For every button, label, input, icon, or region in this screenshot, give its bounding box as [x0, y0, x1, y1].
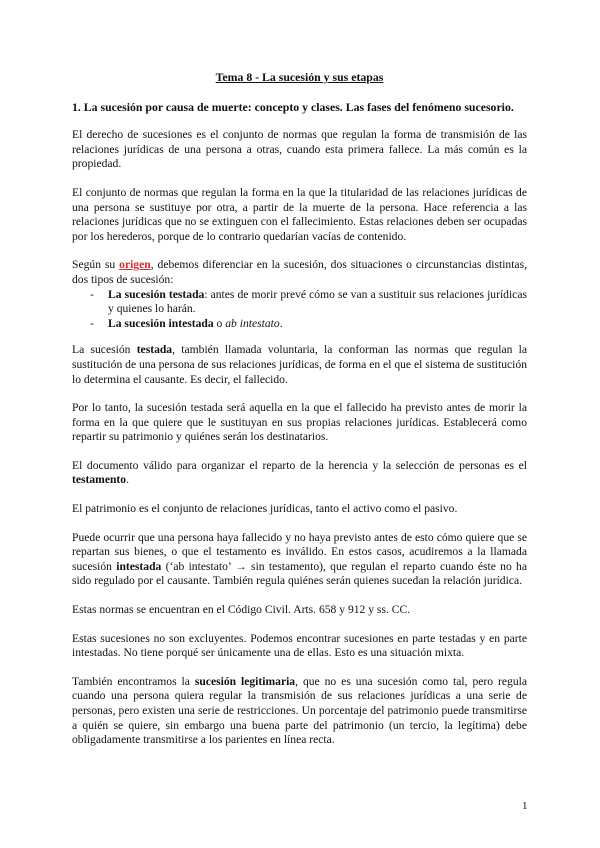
paragraph-document — [72, 459, 527, 488]
succession-types-list — [72, 288, 527, 332]
term-intestada: La sucesión intestada — [108, 316, 214, 330]
text: También encontramos la — [72, 674, 195, 688]
dash: - — [90, 316, 94, 330]
term: testamento — [72, 473, 127, 487]
dash: - — [90, 287, 94, 301]
text: , también llamada voluntaria, la conforman las normas que regulan la sustitución de una persona de sus relaciones jurídicas, de forma en el que el sistema de sustitución lo determina el causante. Es decir, el fallecido. — [72, 343, 528, 386]
paragraph-testada — [72, 343, 527, 387]
text: Según su — [72, 258, 120, 272]
text: . — [279, 316, 283, 330]
paragraph-origin — [72, 258, 527, 287]
paragraph-legitimaria — [72, 675, 527, 748]
document-title: Tema 8 - La sucesión y sus etapas — [215, 70, 384, 84]
text: La sucesión — [72, 343, 137, 357]
section-heading: 1. La sucesión por causa de muerte: concepto y clases. Las fases del fenómeno sucesorio. — [72, 99, 514, 114]
text: (‘ab intestato’ → sin testamento), que regulan el reparto cuando éste no ha sido regulado por el causante. También regula quiénes serán quienes sucedan la relación jurídica. — [72, 559, 527, 588]
page-number: 1 — [522, 800, 528, 812]
list-item — [72, 288, 527, 317]
text: Puede ocurrir que una persona haya fallecido y no haya previsto antes de esto cómo quiere que se repartan sus bienes, o que el testamento es inválido. En estos casos, acudiremos a la llamada sucesión — [72, 530, 527, 573]
paragraph-intestada — [72, 531, 527, 589]
document-page — [72, 70, 527, 762]
paragraph-therefore: Por lo tanto, la sucesión testada será aquella en la que el fallecido ha previsto antes de morir la forma en la que quiere que le sustituyan en sus propias relaciones jurídicas. Establecerá como repartir su patrimonio y quiénes serán los destinatarios. — [72, 401, 527, 444]
paragraph-mixed: Estas sucesiones no son excluyentes. Podemos encontrar sucesiones en parte testadas y en parte intestadas. No tiene porqué ser únicamente una de ellas. Esto es una situación mixta. — [72, 631, 527, 660]
highlight-origen: origen — [119, 258, 151, 272]
term: intestada — [116, 559, 162, 573]
term-ab-intestato: ab intestato — [225, 316, 280, 330]
paragraph-patrimonio: El patrimonio es el conjunto de relaciones jurídicas, tanto el activo como el pasivo. — [72, 502, 458, 516]
paragraph-codigo-civil: Estas normas se encuentran en el Código Civil. Arts. 658 y 912 y ss. CC. — [72, 603, 411, 617]
term: sucesión legitimaria — [194, 674, 296, 688]
text: , debemos diferenciar en la sucesión, dos situaciones o circunstancias distintas, dos tipos de sucesión: — [72, 258, 527, 286]
term: testada — [136, 343, 173, 357]
text: , que no es una sucesión como tal, pero regula cuando una persona quiera regular la transmisión de sus relaciones jurídicas a una serie de personas, pero existen una serie de restricciones. Un porcentaje del patrimonio puede transmitirse a quién se quiere, sin embargo una buena parte del patrimonio (un tercio, la legítima) debe obligadamente transmitirse a los parientes en línea recta. — [72, 674, 527, 747]
list-item — [72, 317, 527, 332]
paragraph-definition: El derecho de sucesiones es el conjunto de normas que regulan la forma de transmisión de las relaciones jurídicas de una persona a otras, cuando esta primera fallece. La más común es la propiedad. — [72, 128, 527, 171]
paragraph-norms: El conjunto de normas que regulan la forma en la que la titularidad de las relaciones jurídicas de una persona se sustituye por otra, a partir de la muerte de la persona. Hace referencia a las relaciones jurídicas que no se extinguen con el fallecimiento. Estas relaciones deben ser ocupadas por los herederos, porque de lo contrario quedarían vacías de contenido. — [72, 185, 527, 243]
text: El documento válido para organizar el reparto de la herencia y la selección de personas es el — [72, 458, 527, 472]
term-testada: La sucesión testada — [108, 287, 205, 301]
text: o — [213, 316, 226, 330]
text: . — [126, 473, 129, 487]
text: : antes de morir prevé cómo se van a sustituir sus relaciones jurídicas y quienes lo harán. — [108, 287, 527, 316]
